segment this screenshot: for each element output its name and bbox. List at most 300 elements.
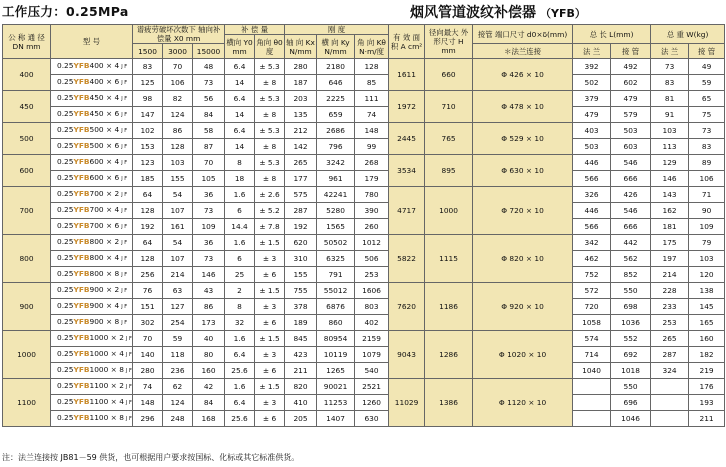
ky-cell: 5280 bbox=[317, 203, 355, 219]
table-row bbox=[3, 155, 725, 171]
axial-1500-cell: 296 bbox=[133, 411, 163, 427]
lateral-cell: 32 bbox=[225, 315, 255, 331]
axial-3000-cell: 236 bbox=[163, 363, 193, 379]
model-suffix: 450 × 4 bbox=[89, 93, 120, 102]
table-row bbox=[3, 235, 725, 251]
axial-1500-cell: 83 bbox=[133, 59, 163, 75]
pipe-size-cell: Φ 920 × 10 bbox=[473, 283, 573, 331]
spec-table-body bbox=[3, 59, 725, 427]
ktheta-cell: 179 bbox=[355, 171, 389, 187]
weight-flange-cell bbox=[651, 411, 689, 427]
axial-15000-cell: 109 bbox=[193, 219, 225, 235]
area-cell: 4717 bbox=[389, 187, 425, 235]
dn-cell: 1100 bbox=[3, 379, 51, 427]
header-angular: 角向 θ0 度 bbox=[255, 35, 285, 59]
kx-cell: 820 bbox=[285, 379, 317, 395]
angular-cell: ± 6 bbox=[255, 363, 285, 379]
kx-cell: 187 bbox=[285, 75, 317, 91]
axial-1500-cell: 76 bbox=[133, 283, 163, 299]
model-cell bbox=[51, 395, 133, 411]
axial-15000-cell: 173 bbox=[193, 315, 225, 331]
length-flange-cell: 503 bbox=[573, 139, 611, 155]
model-sub: J F bbox=[125, 336, 132, 342]
model-sub: J F bbox=[125, 384, 132, 390]
outer-dim-cell: 1186 bbox=[425, 283, 473, 331]
lateral-cell: 2 bbox=[225, 283, 255, 299]
angular-cell: ± 8 bbox=[255, 75, 285, 91]
model-suffix: 800 × 8 bbox=[89, 269, 120, 278]
angular-cell: ± 5.3 bbox=[255, 59, 285, 75]
ky-cell: 10119 bbox=[317, 347, 355, 363]
table-row bbox=[3, 187, 725, 203]
axial-15000-cell: 40 bbox=[193, 331, 225, 347]
lateral-cell: 25.6 bbox=[225, 363, 255, 379]
axial-3000-cell: 248 bbox=[163, 411, 193, 427]
model-cell bbox=[51, 155, 133, 171]
title-text: 烟风管道波纹补偿器 bbox=[410, 5, 536, 21]
weight-flange-cell: 197 bbox=[651, 251, 689, 267]
axial-1500-cell: 280 bbox=[133, 363, 163, 379]
axial-1500-cell: 151 bbox=[133, 299, 163, 315]
angular-cell: ± 5.2 bbox=[255, 203, 285, 219]
weight-flange-cell bbox=[651, 395, 689, 411]
angular-cell: ± 6 bbox=[255, 411, 285, 427]
model-suffix: 1100 × 2 bbox=[89, 381, 124, 390]
length-pipe-cell: 666 bbox=[611, 171, 651, 187]
weight-pipe-cell: 65 bbox=[689, 91, 725, 107]
kx-cell: 265 bbox=[285, 155, 317, 171]
model-cell bbox=[51, 171, 133, 187]
ktheta-cell: 74 bbox=[355, 107, 389, 123]
weight-pipe-cell: 83 bbox=[689, 139, 725, 155]
table-row bbox=[3, 347, 725, 363]
lateral-cell: 14 bbox=[225, 75, 255, 91]
pipe-size-cell: Φ 426 × 10 bbox=[473, 59, 573, 91]
angular-cell: ± 5.3 bbox=[255, 123, 285, 139]
outer-dim-cell: 1386 bbox=[425, 379, 473, 427]
header-weight-pipe: 接 管 bbox=[689, 44, 725, 59]
weight-flange-cell: 73 bbox=[651, 59, 689, 75]
ktheta-cell: 540 bbox=[355, 363, 389, 379]
dn-cell: 500 bbox=[3, 123, 51, 155]
weight-pipe-cell: 71 bbox=[689, 187, 725, 203]
model-prefix: 0.25 bbox=[57, 157, 74, 166]
outer-dim-cell: 765 bbox=[425, 123, 473, 155]
model-sub: J F bbox=[121, 304, 128, 310]
model-prefix: 0.25 bbox=[57, 205, 74, 214]
working-pressure: 工作压力：0.25MPa bbox=[2, 4, 129, 19]
axial-1500-cell: 74 bbox=[133, 379, 163, 395]
kx-cell: 410 bbox=[285, 395, 317, 411]
model-cell bbox=[51, 251, 133, 267]
area-cell: 9043 bbox=[389, 331, 425, 379]
area-cell: 3534 bbox=[389, 155, 425, 187]
spec-table bbox=[2, 24, 725, 427]
axial-3000-cell: 128 bbox=[163, 139, 193, 155]
axial-15000-cell: 160 bbox=[193, 363, 225, 379]
model-prefix: 0.25 bbox=[57, 397, 74, 406]
model-cell bbox=[51, 379, 133, 395]
axial-15000-cell: 73 bbox=[193, 75, 225, 91]
model-suffix: 450 × 6 bbox=[89, 109, 120, 118]
lateral-cell: 6.4 bbox=[225, 59, 255, 75]
model-suffix: 1000 × 2 bbox=[89, 333, 124, 342]
table-row bbox=[3, 219, 725, 235]
model-sub: J F bbox=[125, 368, 132, 374]
ktheta-cell: 402 bbox=[355, 315, 389, 331]
axial-15000-cell: 56 bbox=[193, 91, 225, 107]
kx-cell: 845 bbox=[285, 331, 317, 347]
lateral-cell: 8 bbox=[225, 299, 255, 315]
length-pipe-cell: 546 bbox=[611, 155, 651, 171]
axial-3000-cell: 86 bbox=[163, 123, 193, 139]
weight-pipe-cell: 193 bbox=[689, 395, 725, 411]
model-yfb: YFB bbox=[73, 301, 90, 310]
ky-cell: 860 bbox=[317, 315, 355, 331]
length-flange-cell: 752 bbox=[573, 267, 611, 283]
outer-dim-cell: 1115 bbox=[425, 235, 473, 283]
length-pipe-cell: 442 bbox=[611, 235, 651, 251]
header-weight: 总 重 W(kg) bbox=[651, 25, 725, 44]
header-ktheta: 角 向 Kθ N·m/度 bbox=[355, 35, 389, 59]
axial-15000-cell: 168 bbox=[193, 411, 225, 427]
model-prefix: 0.25 bbox=[57, 221, 74, 230]
weight-flange-cell: 287 bbox=[651, 347, 689, 363]
table-row bbox=[3, 379, 725, 395]
weight-flange-cell: 181 bbox=[651, 219, 689, 235]
model-prefix: 0.25 bbox=[57, 349, 74, 358]
model-sub: J F bbox=[121, 272, 128, 278]
ktheta-cell: 1012 bbox=[355, 235, 389, 251]
pipe-size-cell: Φ 1120 × 10 bbox=[473, 379, 573, 427]
axial-3000-cell: 103 bbox=[163, 155, 193, 171]
axial-15000-cell: 80 bbox=[193, 347, 225, 363]
header-dn: 公 称 通 径 DN mm bbox=[3, 25, 51, 59]
kx-cell: 287 bbox=[285, 203, 317, 219]
model-cell bbox=[51, 203, 133, 219]
weight-pipe-cell: 90 bbox=[689, 203, 725, 219]
weight-pipe-cell: 138 bbox=[689, 283, 725, 299]
model-sub: J F bbox=[121, 160, 128, 166]
length-pipe-cell: 492 bbox=[611, 59, 651, 75]
pipe-size-cell: Φ 820 × 10 bbox=[473, 235, 573, 283]
dn-cell: 700 bbox=[3, 187, 51, 235]
axial-3000-cell: 155 bbox=[163, 171, 193, 187]
axial-3000-cell: 214 bbox=[163, 267, 193, 283]
area-cell: 11029 bbox=[389, 379, 425, 427]
model-prefix: 0.25 bbox=[57, 77, 74, 86]
weight-flange-cell: 143 bbox=[651, 187, 689, 203]
model-prefix: 0.25 bbox=[57, 237, 74, 246]
kx-cell: 280 bbox=[285, 59, 317, 75]
ky-cell: 6325 bbox=[317, 251, 355, 267]
header-stiffness: 刚 度 bbox=[285, 25, 389, 35]
length-flange-cell: 379 bbox=[573, 91, 611, 107]
axial-1500-cell: 147 bbox=[133, 107, 163, 123]
model-cell bbox=[51, 315, 133, 331]
model-yfb: YFB bbox=[73, 61, 90, 70]
model-suffix: 1100 × 4 bbox=[89, 397, 124, 406]
weight-flange-cell: 146 bbox=[651, 171, 689, 187]
length-pipe-cell: 503 bbox=[611, 123, 651, 139]
lateral-cell: 6 bbox=[225, 203, 255, 219]
ktheta-cell: 506 bbox=[355, 251, 389, 267]
axial-15000-cell: 42 bbox=[193, 379, 225, 395]
model-yfb: YFB bbox=[73, 221, 90, 230]
lateral-cell: 1.6 bbox=[225, 235, 255, 251]
lateral-cell: 6.4 bbox=[225, 123, 255, 139]
length-pipe-cell: 562 bbox=[611, 251, 651, 267]
dn-cell: 900 bbox=[3, 283, 51, 331]
model-sub: J F bbox=[121, 144, 128, 150]
model-prefix: 0.25 bbox=[57, 61, 74, 70]
lateral-cell: 8 bbox=[225, 155, 255, 171]
header-length: 总 长 L(mm) bbox=[573, 25, 651, 44]
axial-1500-cell: 128 bbox=[133, 203, 163, 219]
ktheta-cell: 111 bbox=[355, 91, 389, 107]
length-flange-cell: 392 bbox=[573, 59, 611, 75]
length-pipe-cell: 692 bbox=[611, 347, 651, 363]
axial-15000-cell: 84 bbox=[193, 395, 225, 411]
weight-flange-cell: 175 bbox=[651, 235, 689, 251]
dn-cell: 600 bbox=[3, 155, 51, 187]
outer-dim-cell: 1286 bbox=[425, 331, 473, 379]
pipe-size-cell: Φ 1020 × 10 bbox=[473, 331, 573, 379]
axial-3000-cell: 107 bbox=[163, 251, 193, 267]
length-flange-cell: 342 bbox=[573, 235, 611, 251]
table-row bbox=[3, 331, 725, 347]
model-yfb: YFB bbox=[73, 173, 90, 182]
weight-flange-cell: 83 bbox=[651, 75, 689, 91]
angular-cell: ± 8 bbox=[255, 107, 285, 123]
weight-pipe-cell: 106 bbox=[689, 171, 725, 187]
model-suffix: 500 × 4 bbox=[89, 125, 120, 134]
table-row bbox=[3, 267, 725, 283]
angular-cell: ± 3 bbox=[255, 347, 285, 363]
model-yfb: YFB bbox=[73, 125, 90, 134]
model-prefix: 0.25 bbox=[57, 189, 74, 198]
kx-cell: 155 bbox=[285, 267, 317, 283]
ky-cell: 646 bbox=[317, 75, 355, 91]
dn-cell: 400 bbox=[3, 59, 51, 91]
header-flange-conn: ＊法兰连接 bbox=[473, 44, 573, 59]
model-yfb: YFB bbox=[73, 189, 90, 198]
model-cell bbox=[51, 219, 133, 235]
model-prefix: 0.25 bbox=[57, 125, 74, 134]
model-sub: J F bbox=[121, 128, 128, 134]
lateral-cell: 1.6 bbox=[225, 331, 255, 347]
header-pipe: 接管 端口尺寸 d0×δ(mm) bbox=[473, 25, 573, 44]
ky-cell: 961 bbox=[317, 171, 355, 187]
model-prefix: 0.25 bbox=[57, 109, 74, 118]
axial-3000-cell: 70 bbox=[163, 59, 193, 75]
header-outer: 径向最大 外形尺寸 H mm bbox=[425, 25, 473, 59]
header-cycles-1500: 1500 bbox=[133, 44, 163, 59]
length-flange-cell: 446 bbox=[573, 155, 611, 171]
model-cell bbox=[51, 283, 133, 299]
model-sub: J F bbox=[121, 256, 128, 262]
length-pipe-cell: 426 bbox=[611, 187, 651, 203]
ky-cell: 1407 bbox=[317, 411, 355, 427]
ky-cell: 90021 bbox=[317, 379, 355, 395]
area-cell: 2445 bbox=[389, 123, 425, 155]
kx-cell: 211 bbox=[285, 363, 317, 379]
length-pipe-cell: 552 bbox=[611, 331, 651, 347]
axial-1500-cell: 192 bbox=[133, 219, 163, 235]
weight-flange-cell: 214 bbox=[651, 267, 689, 283]
table-row bbox=[3, 91, 725, 107]
ky-cell: 6876 bbox=[317, 299, 355, 315]
weight-flange-cell: 228 bbox=[651, 283, 689, 299]
ky-cell: 659 bbox=[317, 107, 355, 123]
length-pipe-cell: 550 bbox=[611, 283, 651, 299]
header-comp: 补 偿 量 bbox=[225, 25, 285, 35]
weight-pipe-cell: 49 bbox=[689, 59, 725, 75]
axial-3000-cell: 118 bbox=[163, 347, 193, 363]
weight-flange-cell: 113 bbox=[651, 139, 689, 155]
axial-15000-cell: 146 bbox=[193, 267, 225, 283]
header-weight-flange: 法 兰 bbox=[651, 44, 689, 59]
model-suffix: 600 × 4 bbox=[89, 157, 120, 166]
weight-flange-cell: 233 bbox=[651, 299, 689, 315]
weight-pipe-cell: 182 bbox=[689, 347, 725, 363]
ktheta-cell: 253 bbox=[355, 267, 389, 283]
header-length-flange: 法 兰 bbox=[573, 44, 611, 59]
model-cell bbox=[51, 331, 133, 347]
weight-pipe-cell: 59 bbox=[689, 75, 725, 91]
model-suffix: 900 × 8 bbox=[89, 317, 120, 326]
length-flange-cell: 566 bbox=[573, 219, 611, 235]
axial-3000-cell: 127 bbox=[163, 299, 193, 315]
model-cell bbox=[51, 363, 133, 379]
weight-pipe-cell: 219 bbox=[689, 363, 725, 379]
axial-1500-cell: 102 bbox=[133, 123, 163, 139]
header-length-pipe: 接 管 bbox=[611, 44, 651, 59]
model-sub: J F bbox=[125, 400, 132, 406]
table-row bbox=[3, 139, 725, 155]
ky-cell: 3242 bbox=[317, 155, 355, 171]
pipe-size-cell: Φ 720 × 10 bbox=[473, 187, 573, 235]
model-yfb: YFB bbox=[73, 77, 90, 86]
lateral-cell: 6.4 bbox=[225, 91, 255, 107]
length-flange-cell: 446 bbox=[573, 203, 611, 219]
lateral-cell: 1.6 bbox=[225, 379, 255, 395]
axial-3000-cell: 63 bbox=[163, 283, 193, 299]
model-suffix: 700 × 4 bbox=[89, 205, 120, 214]
angular-cell: ± 7.8 bbox=[255, 219, 285, 235]
axial-3000-cell: 62 bbox=[163, 379, 193, 395]
length-flange-cell: 1040 bbox=[573, 363, 611, 379]
angular-cell: ± 5.3 bbox=[255, 155, 285, 171]
model-cell bbox=[51, 299, 133, 315]
weight-flange-cell: 162 bbox=[651, 203, 689, 219]
kx-cell: 135 bbox=[285, 107, 317, 123]
model-suffix: 800 × 4 bbox=[89, 253, 120, 262]
axial-15000-cell: 36 bbox=[193, 235, 225, 251]
length-flange-cell: 479 bbox=[573, 107, 611, 123]
length-flange-cell: 502 bbox=[573, 75, 611, 91]
model-yfb: YFB bbox=[73, 253, 90, 262]
ky-cell: 2225 bbox=[317, 91, 355, 107]
document-title bbox=[410, 2, 586, 22]
model-sub: J F bbox=[121, 80, 128, 86]
axial-3000-cell: 54 bbox=[163, 235, 193, 251]
axial-1500-cell: 98 bbox=[133, 91, 163, 107]
table-row bbox=[3, 395, 725, 411]
model-yfb: YFB bbox=[73, 333, 90, 342]
length-pipe-cell: 602 bbox=[611, 75, 651, 91]
model-prefix: 0.25 bbox=[57, 413, 74, 422]
model-cell bbox=[51, 411, 133, 427]
kx-cell: 310 bbox=[285, 251, 317, 267]
lateral-cell: 14.4 bbox=[225, 219, 255, 235]
axial-15000-cell: 87 bbox=[193, 139, 225, 155]
length-pipe-cell: 698 bbox=[611, 299, 651, 315]
model-yfb: YFB bbox=[73, 205, 90, 214]
weight-flange-cell: 81 bbox=[651, 91, 689, 107]
ktheta-cell: 780 bbox=[355, 187, 389, 203]
axial-3000-cell: 54 bbox=[163, 187, 193, 203]
model-yfb: YFB bbox=[73, 109, 90, 118]
length-pipe-cell: 1018 bbox=[611, 363, 651, 379]
angular-cell: ± 3 bbox=[255, 395, 285, 411]
length-flange-cell bbox=[573, 395, 611, 411]
axial-1500-cell: 185 bbox=[133, 171, 163, 187]
ktheta-cell: 1079 bbox=[355, 347, 389, 363]
model-suffix: 1100 × 8 bbox=[89, 413, 124, 422]
axial-15000-cell: 48 bbox=[193, 59, 225, 75]
axial-1500-cell: 148 bbox=[133, 395, 163, 411]
header-model: 型 号 bbox=[51, 25, 133, 59]
ky-cell: 11253 bbox=[317, 395, 355, 411]
model-prefix: 0.25 bbox=[57, 269, 74, 278]
kx-cell: 205 bbox=[285, 411, 317, 427]
model-cell bbox=[51, 235, 133, 251]
ktheta-cell: 99 bbox=[355, 139, 389, 155]
length-pipe-cell: 550 bbox=[611, 379, 651, 395]
ktheta-cell: 268 bbox=[355, 155, 389, 171]
kx-cell: 192 bbox=[285, 219, 317, 235]
model-yfb: YFB bbox=[73, 93, 90, 102]
length-flange-cell: 326 bbox=[573, 187, 611, 203]
model-suffix: 900 × 2 bbox=[89, 285, 120, 294]
model-prefix: 0.25 bbox=[57, 381, 74, 390]
header-lateral: 横向 Y0 mm bbox=[225, 35, 255, 59]
model-sub: J F bbox=[125, 352, 132, 358]
outer-dim-cell: 1000 bbox=[425, 187, 473, 235]
ktheta-cell: 1606 bbox=[355, 283, 389, 299]
model-cell bbox=[51, 139, 133, 155]
model-sub: J F bbox=[121, 176, 128, 182]
axial-1500-cell: 153 bbox=[133, 139, 163, 155]
area-cell: 5822 bbox=[389, 235, 425, 283]
outer-dim-cell: 710 bbox=[425, 91, 473, 123]
ktheta-cell: 260 bbox=[355, 219, 389, 235]
kx-cell: 212 bbox=[285, 123, 317, 139]
model-yfb: YFB bbox=[73, 285, 90, 294]
kx-cell: 620 bbox=[285, 235, 317, 251]
header-ky: 横 向 Ky N/mm bbox=[317, 35, 355, 59]
model-sub: J F bbox=[121, 320, 128, 326]
model-yfb: YFB bbox=[73, 141, 90, 150]
angular-cell: ± 3 bbox=[255, 299, 285, 315]
model-prefix: 0.25 bbox=[57, 173, 74, 182]
weight-pipe-cell: 176 bbox=[689, 379, 725, 395]
axial-1500-cell: 123 bbox=[133, 155, 163, 171]
lateral-cell: 6 bbox=[225, 251, 255, 267]
axial-15000-cell: 105 bbox=[193, 171, 225, 187]
model-suffix: 500 × 6 bbox=[89, 141, 120, 150]
